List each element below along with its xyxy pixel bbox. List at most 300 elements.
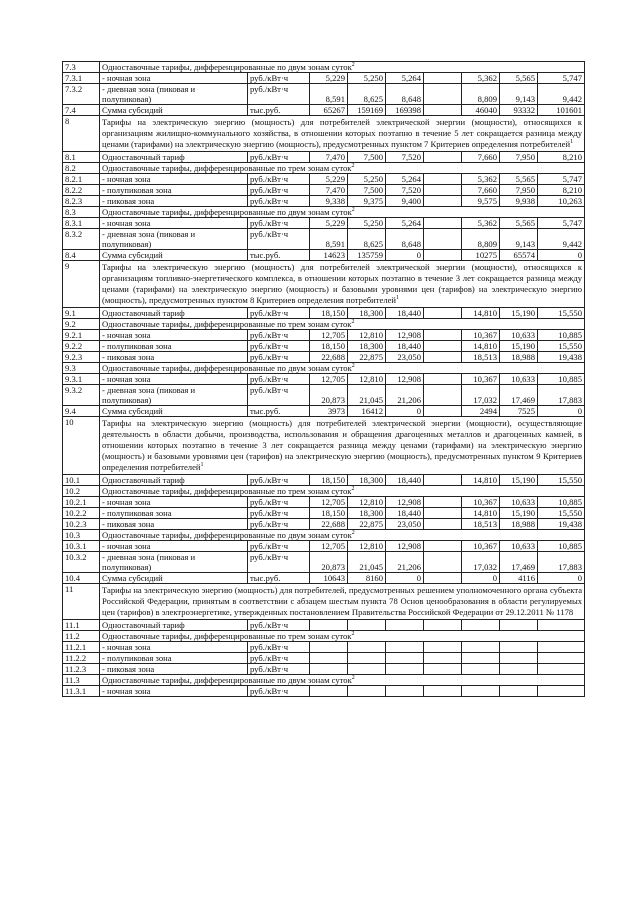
row-number: 10.2.2 [63,508,100,519]
value-cell: 5,565 [500,174,538,185]
value-cell [386,686,424,697]
table-row [63,642,585,653]
value-cell: 7,660 [462,152,500,163]
value-cell: 7,660 [462,185,500,196]
value-cell: 17,469 [500,385,538,406]
row-unit: руб./кВт·ч [248,185,310,196]
value-cell: 18,300 [348,308,386,319]
value-cell [424,330,462,341]
row-unit: руб./кВт·ч [248,330,310,341]
section-heading [100,163,585,174]
value-cell [348,642,386,653]
table-row [63,675,585,686]
table-row [63,374,585,385]
row-number: 10.3.1 [63,541,100,552]
row-label: - ночная зона [100,374,248,385]
value-cell: 18,513 [462,352,500,363]
row-unit: руб./кВт·ч [248,174,310,185]
tariff-table [62,61,585,697]
value-cell: 20,873 [310,385,348,406]
value-cell [500,620,538,631]
row-number: 8.3 [63,207,100,218]
row-label: - полупиковая зона [100,653,248,664]
row-number: 11 [63,584,100,620]
section-paragraph [100,116,585,152]
value-cell: 12,908 [386,497,424,508]
value-cell: 23,050 [386,352,424,363]
row-number: 7.3.1 [63,73,100,84]
row-unit: руб./кВт·ч [248,196,310,207]
row-unit: руб./кВт·ч [248,352,310,363]
value-cell: 8,648 [386,84,424,105]
value-cell [538,686,585,697]
value-cell [424,308,462,319]
table-row [63,385,585,406]
row-number: 11.2.3 [63,664,100,675]
table-row [63,406,585,417]
row-number: 11.2.2 [63,653,100,664]
row-label: - дневная зона (пиковая и полупиковая) [100,385,248,406]
heading-text: Тарифы на электрическую энергию (мощность) для потребителей электрической энергии (мощности), относящихся к организациям топливно-энергетического комплекса, в отношении которых поэтапно в течение 3 лет сокращается разница между ценами (тарифами) на электрическую энергию (мощность) и базовыми уровнями цен (тарифов) на электрическую энергию (мощность), предусмотренных пунктом 8 Критериев определения потребителей [102,262,583,305]
table-row [63,653,585,664]
section-heading [100,631,585,642]
table-row [63,519,585,530]
value-cell [424,552,462,573]
value-cell: 5,229 [310,73,348,84]
table-row [63,196,585,207]
footnote-mark: 2 [351,631,355,637]
value-cell: 8,625 [348,229,386,250]
value-cell: 9,442 [538,84,585,105]
value-cell: 14,810 [462,308,500,319]
value-cell [538,642,585,653]
value-cell [424,620,462,631]
row-number: 10 [63,417,100,475]
table-row [63,330,585,341]
value-cell [500,642,538,653]
value-cell [538,664,585,675]
row-label: - ночная зона [100,73,248,84]
row-label: Сумма субсидий [100,105,248,116]
heading-text: Одноставочные тарифы, дифференцированные по двум зонам суток [102,62,352,72]
row-number: 8.2.1 [63,174,100,185]
value-cell: 18,150 [310,341,348,352]
row-number: 8.3.2 [63,229,100,250]
value-cell: 65267 [310,105,348,116]
row-unit: руб./кВт·ч [248,552,310,573]
value-cell: 7,950 [500,152,538,163]
value-cell [348,664,386,675]
heading-text: Одноставочные тарифы, дифференцированные по двум зонам суток [102,363,352,373]
value-cell [462,620,500,631]
value-cell: 9,575 [462,196,500,207]
row-unit: руб./кВт·ч [248,620,310,631]
heading-text: Одноставочные тарифы, дифференцированные по двум зонам суток [102,207,352,217]
row-number: 9.2.2 [63,341,100,352]
value-cell: 16412 [348,406,386,417]
value-cell [424,218,462,229]
value-cell: 18,150 [310,308,348,319]
footnote-mark: 1 [570,139,574,145]
value-cell [310,642,348,653]
value-cell: 5,565 [500,73,538,84]
value-cell: 159169 [348,105,386,116]
value-cell [424,664,462,675]
value-cell [424,475,462,486]
value-cell [500,686,538,697]
value-cell: 5,250 [348,218,386,229]
table-row [63,497,585,508]
value-cell [424,519,462,530]
table-row [63,686,585,697]
value-cell: 15,190 [500,475,538,486]
value-cell [424,105,462,116]
value-cell: 18,988 [500,352,538,363]
value-cell: 5,250 [348,73,386,84]
value-cell [386,653,424,664]
table-row [63,417,585,475]
footnote-mark: 2 [351,62,355,68]
value-cell: 5,264 [386,73,424,84]
row-number: 10.2.3 [63,519,100,530]
value-cell: 14,810 [462,341,500,352]
value-cell: 5,250 [348,174,386,185]
value-cell: 0 [462,573,500,584]
row-unit: руб./кВт·ч [248,308,310,319]
row-number: 10.3.2 [63,552,100,573]
row-unit: руб./кВт·ч [248,341,310,352]
table-row [63,341,585,352]
value-cell: 135759 [348,250,386,261]
value-cell: 9,338 [310,196,348,207]
section-paragraph [100,261,585,308]
heading-text: Одноставочные тарифы, дифференцированные по трем зонам суток [102,163,352,173]
value-cell [424,196,462,207]
value-cell: 2494 [462,406,500,417]
value-cell: 10,885 [538,330,585,341]
value-cell: 5,229 [310,174,348,185]
row-label: Одноставочный тариф [100,152,248,163]
value-cell: 93332 [500,105,538,116]
heading-text: Одноставочные тарифы, дифференцированные по двум зонам суток [102,675,352,685]
row-unit: руб./кВт·ч [248,519,310,530]
value-cell [424,73,462,84]
table-row [63,84,585,105]
value-cell [348,653,386,664]
value-cell: 22,875 [348,519,386,530]
table-row [63,163,585,174]
row-number: 11.2.1 [63,642,100,653]
value-cell: 8,210 [538,185,585,196]
footnote-mark: 2 [351,319,355,325]
row-unit: тыс.руб. [248,573,310,584]
value-cell: 5,264 [386,174,424,185]
value-cell: 19,438 [538,519,585,530]
value-cell: 9,375 [348,196,386,207]
value-cell: 10,633 [500,330,538,341]
value-cell: 15,550 [538,508,585,519]
row-number: 10.4 [63,573,100,584]
value-cell: 10,367 [462,541,500,552]
row-number: 8.2.3 [63,196,100,207]
table-row [63,218,585,229]
value-cell: 5,229 [310,218,348,229]
value-cell: 7,470 [310,185,348,196]
value-cell [424,406,462,417]
value-cell: 20,873 [310,552,348,573]
row-number: 10.1 [63,475,100,486]
value-cell [538,653,585,664]
row-unit: руб./кВт·ч [248,664,310,675]
value-cell: 8,809 [462,229,500,250]
section-heading [100,62,585,73]
row-number: 9.3.2 [63,385,100,406]
row-label: - полупиковая зона [100,508,248,519]
value-cell: 65574 [500,250,538,261]
value-cell: 18,440 [386,508,424,519]
value-cell: 5,747 [538,73,585,84]
section-heading [100,486,585,497]
row-number: 11.3 [63,675,100,686]
heading-text: Тарифы на электрическую энергию (мощность) для потребителей, предусмотренных решением уполномоченного органа субъекта Российской Федерации, принятым в соответствии с абзацем шестым пункта 78 Основ ценообразования в области регулируемых цен (тарифов) в электроэнергетике, утвержденных постановлением Правительства Российской Федерации от 29.12.2011 № 1178 [102,585,583,617]
row-number: 9.2 [63,319,100,330]
row-unit: руб./кВт·ч [248,385,310,406]
value-cell: 8,625 [348,84,386,105]
value-cell [462,653,500,664]
row-label: - полупиковая зона [100,341,248,352]
row-unit: тыс.руб. [248,105,310,116]
value-cell [424,341,462,352]
value-cell: 9,938 [500,196,538,207]
table-row [63,475,585,486]
row-number: 9.3.1 [63,374,100,385]
value-cell: 15,550 [538,475,585,486]
value-cell: 7,950 [500,185,538,196]
row-number: 9.4 [63,406,100,417]
value-cell: 9,400 [386,196,424,207]
section-paragraph [100,584,585,620]
value-cell: 18,300 [348,341,386,352]
table-row [63,363,585,374]
section-heading [100,530,585,541]
table-row [63,174,585,185]
value-cell: 8,591 [310,229,348,250]
row-unit: тыс.руб. [248,250,310,261]
row-unit: руб./кВт·ч [248,653,310,664]
value-cell: 10,885 [538,497,585,508]
row-label: Сумма субсидий [100,250,248,261]
value-cell: 8160 [348,573,386,584]
table-row [63,552,585,573]
row-number: 8.1 [63,152,100,163]
value-cell: 0 [538,406,585,417]
value-cell [424,250,462,261]
value-cell: 5,362 [462,73,500,84]
value-cell: 0 [386,573,424,584]
row-unit: руб./кВт·ч [248,229,310,250]
row-number: 8.4 [63,250,100,261]
table-row [63,541,585,552]
value-cell: 8,648 [386,229,424,250]
value-cell [424,642,462,653]
value-cell: 15,550 [538,308,585,319]
heading-text: Одноставочные тарифы, дифференцированные по двум зонам суток [102,530,352,540]
row-label: - полупиковая зона [100,185,248,196]
value-cell: 18,513 [462,519,500,530]
value-cell: 18,440 [386,341,424,352]
value-cell: 3973 [310,406,348,417]
footnote-mark: 2 [351,363,355,369]
value-cell: 18,300 [348,508,386,519]
value-cell: 14,810 [462,508,500,519]
heading-text: Одноставочные тарифы, дифференцированные по трем зонам суток [102,486,352,496]
value-cell: 15,190 [500,341,538,352]
row-number: 8.3.1 [63,218,100,229]
value-cell: 5,362 [462,174,500,185]
row-number: 8.2 [63,163,100,174]
table-row [63,250,585,261]
row-number: 8.2.2 [63,185,100,196]
value-cell: 101601 [538,105,585,116]
section-heading [100,207,585,218]
value-cell [424,653,462,664]
row-label: - ночная зона [100,174,248,185]
value-cell: 17,032 [462,552,500,573]
footnote-mark: 2 [351,207,355,213]
value-cell: 17,883 [538,552,585,573]
row-label: - дневная зона (пиковая и полупиковая) [100,552,248,573]
footnote-mark: 2 [351,530,355,536]
value-cell [462,664,500,675]
value-cell: 10,885 [538,541,585,552]
value-cell: 15,550 [538,341,585,352]
row-unit: руб./кВт·ч [248,686,310,697]
row-unit: руб./кВт·ч [248,497,310,508]
value-cell [538,620,585,631]
row-number: 7.3.2 [63,84,100,105]
value-cell: 21,206 [386,552,424,573]
value-cell: 12,908 [386,541,424,552]
row-label: - ночная зона [100,218,248,229]
row-label: - ночная зона [100,541,248,552]
value-cell: 7,500 [348,185,386,196]
value-cell: 14623 [310,250,348,261]
section-heading [100,319,585,330]
value-cell: 5,747 [538,174,585,185]
table-row [63,631,585,642]
value-cell: 19,438 [538,352,585,363]
value-cell: 7,520 [386,152,424,163]
table-row [63,352,585,363]
row-label: Сумма субсидий [100,573,248,584]
row-label: - ночная зона [100,686,248,697]
row-unit: руб./кВт·ч [248,541,310,552]
footnote-mark: 2 [351,163,355,169]
row-number: 10.2 [63,486,100,497]
value-cell: 0 [386,250,424,261]
value-cell: 21,045 [348,552,386,573]
value-cell: 18,440 [386,475,424,486]
value-cell: 14,810 [462,475,500,486]
value-cell: 10,367 [462,374,500,385]
heading-text: Одноставочные тарифы, дифференцированные по трем зонам суток [102,319,352,329]
row-unit: руб./кВт·ч [248,508,310,519]
value-cell: 10,367 [462,330,500,341]
value-cell [310,620,348,631]
table-row [63,185,585,196]
value-cell: 12,810 [348,374,386,385]
row-label: - дневная зона (пиковая и полупиковая) [100,84,248,105]
value-cell: 7,520 [386,185,424,196]
value-cell: 17,032 [462,385,500,406]
value-cell [348,620,386,631]
value-cell: 18,150 [310,475,348,486]
row-unit: руб./кВт·ч [248,475,310,486]
value-cell: 18,150 [310,508,348,519]
table-row [63,308,585,319]
value-cell [424,497,462,508]
value-cell: 10,633 [500,541,538,552]
table-row [63,229,585,250]
value-cell: 10275 [462,250,500,261]
footnote-mark: 2 [351,486,355,492]
value-cell: 21,045 [348,385,386,406]
value-cell [424,152,462,163]
value-cell: 15,190 [500,508,538,519]
value-cell: 7,500 [348,152,386,163]
row-number: 8 [63,116,100,152]
table-row [63,319,585,330]
value-cell: 0 [538,573,585,584]
table-row [63,486,585,497]
value-cell: 10,263 [538,196,585,207]
value-cell: 12,810 [348,330,386,341]
value-cell [310,686,348,697]
table-row [63,261,585,308]
row-unit: руб./кВт·ч [248,73,310,84]
value-cell: 18,440 [386,308,424,319]
row-label: - пиковая зона [100,519,248,530]
value-cell [424,174,462,185]
table-row [63,573,585,584]
value-cell: 10,633 [500,374,538,385]
heading-text: Одноставочные тарифы, дифференцированные по трем зонам суток [102,631,352,641]
row-label: Одноставочный тариф [100,308,248,319]
row-label: - пиковая зона [100,196,248,207]
value-cell [424,374,462,385]
value-cell: 5,264 [386,218,424,229]
value-cell: 17,469 [500,552,538,573]
value-cell: 9,442 [538,229,585,250]
row-number: 9.1 [63,308,100,319]
row-label: Сумма субсидий [100,406,248,417]
footnote-mark: 2 [351,675,355,681]
row-number: 7.3 [63,62,100,73]
table-row [63,508,585,519]
value-cell: 22,875 [348,352,386,363]
value-cell: 22,688 [310,352,348,363]
table-row [63,620,585,631]
row-label: Одноставочный тариф [100,620,248,631]
value-cell: 21,206 [386,385,424,406]
value-cell: 12,705 [310,374,348,385]
row-number: 10.2.1 [63,497,100,508]
value-cell [386,664,424,675]
row-number: 9.2.1 [63,330,100,341]
row-number: 10.3 [63,530,100,541]
section-heading [100,675,585,686]
value-cell [462,686,500,697]
